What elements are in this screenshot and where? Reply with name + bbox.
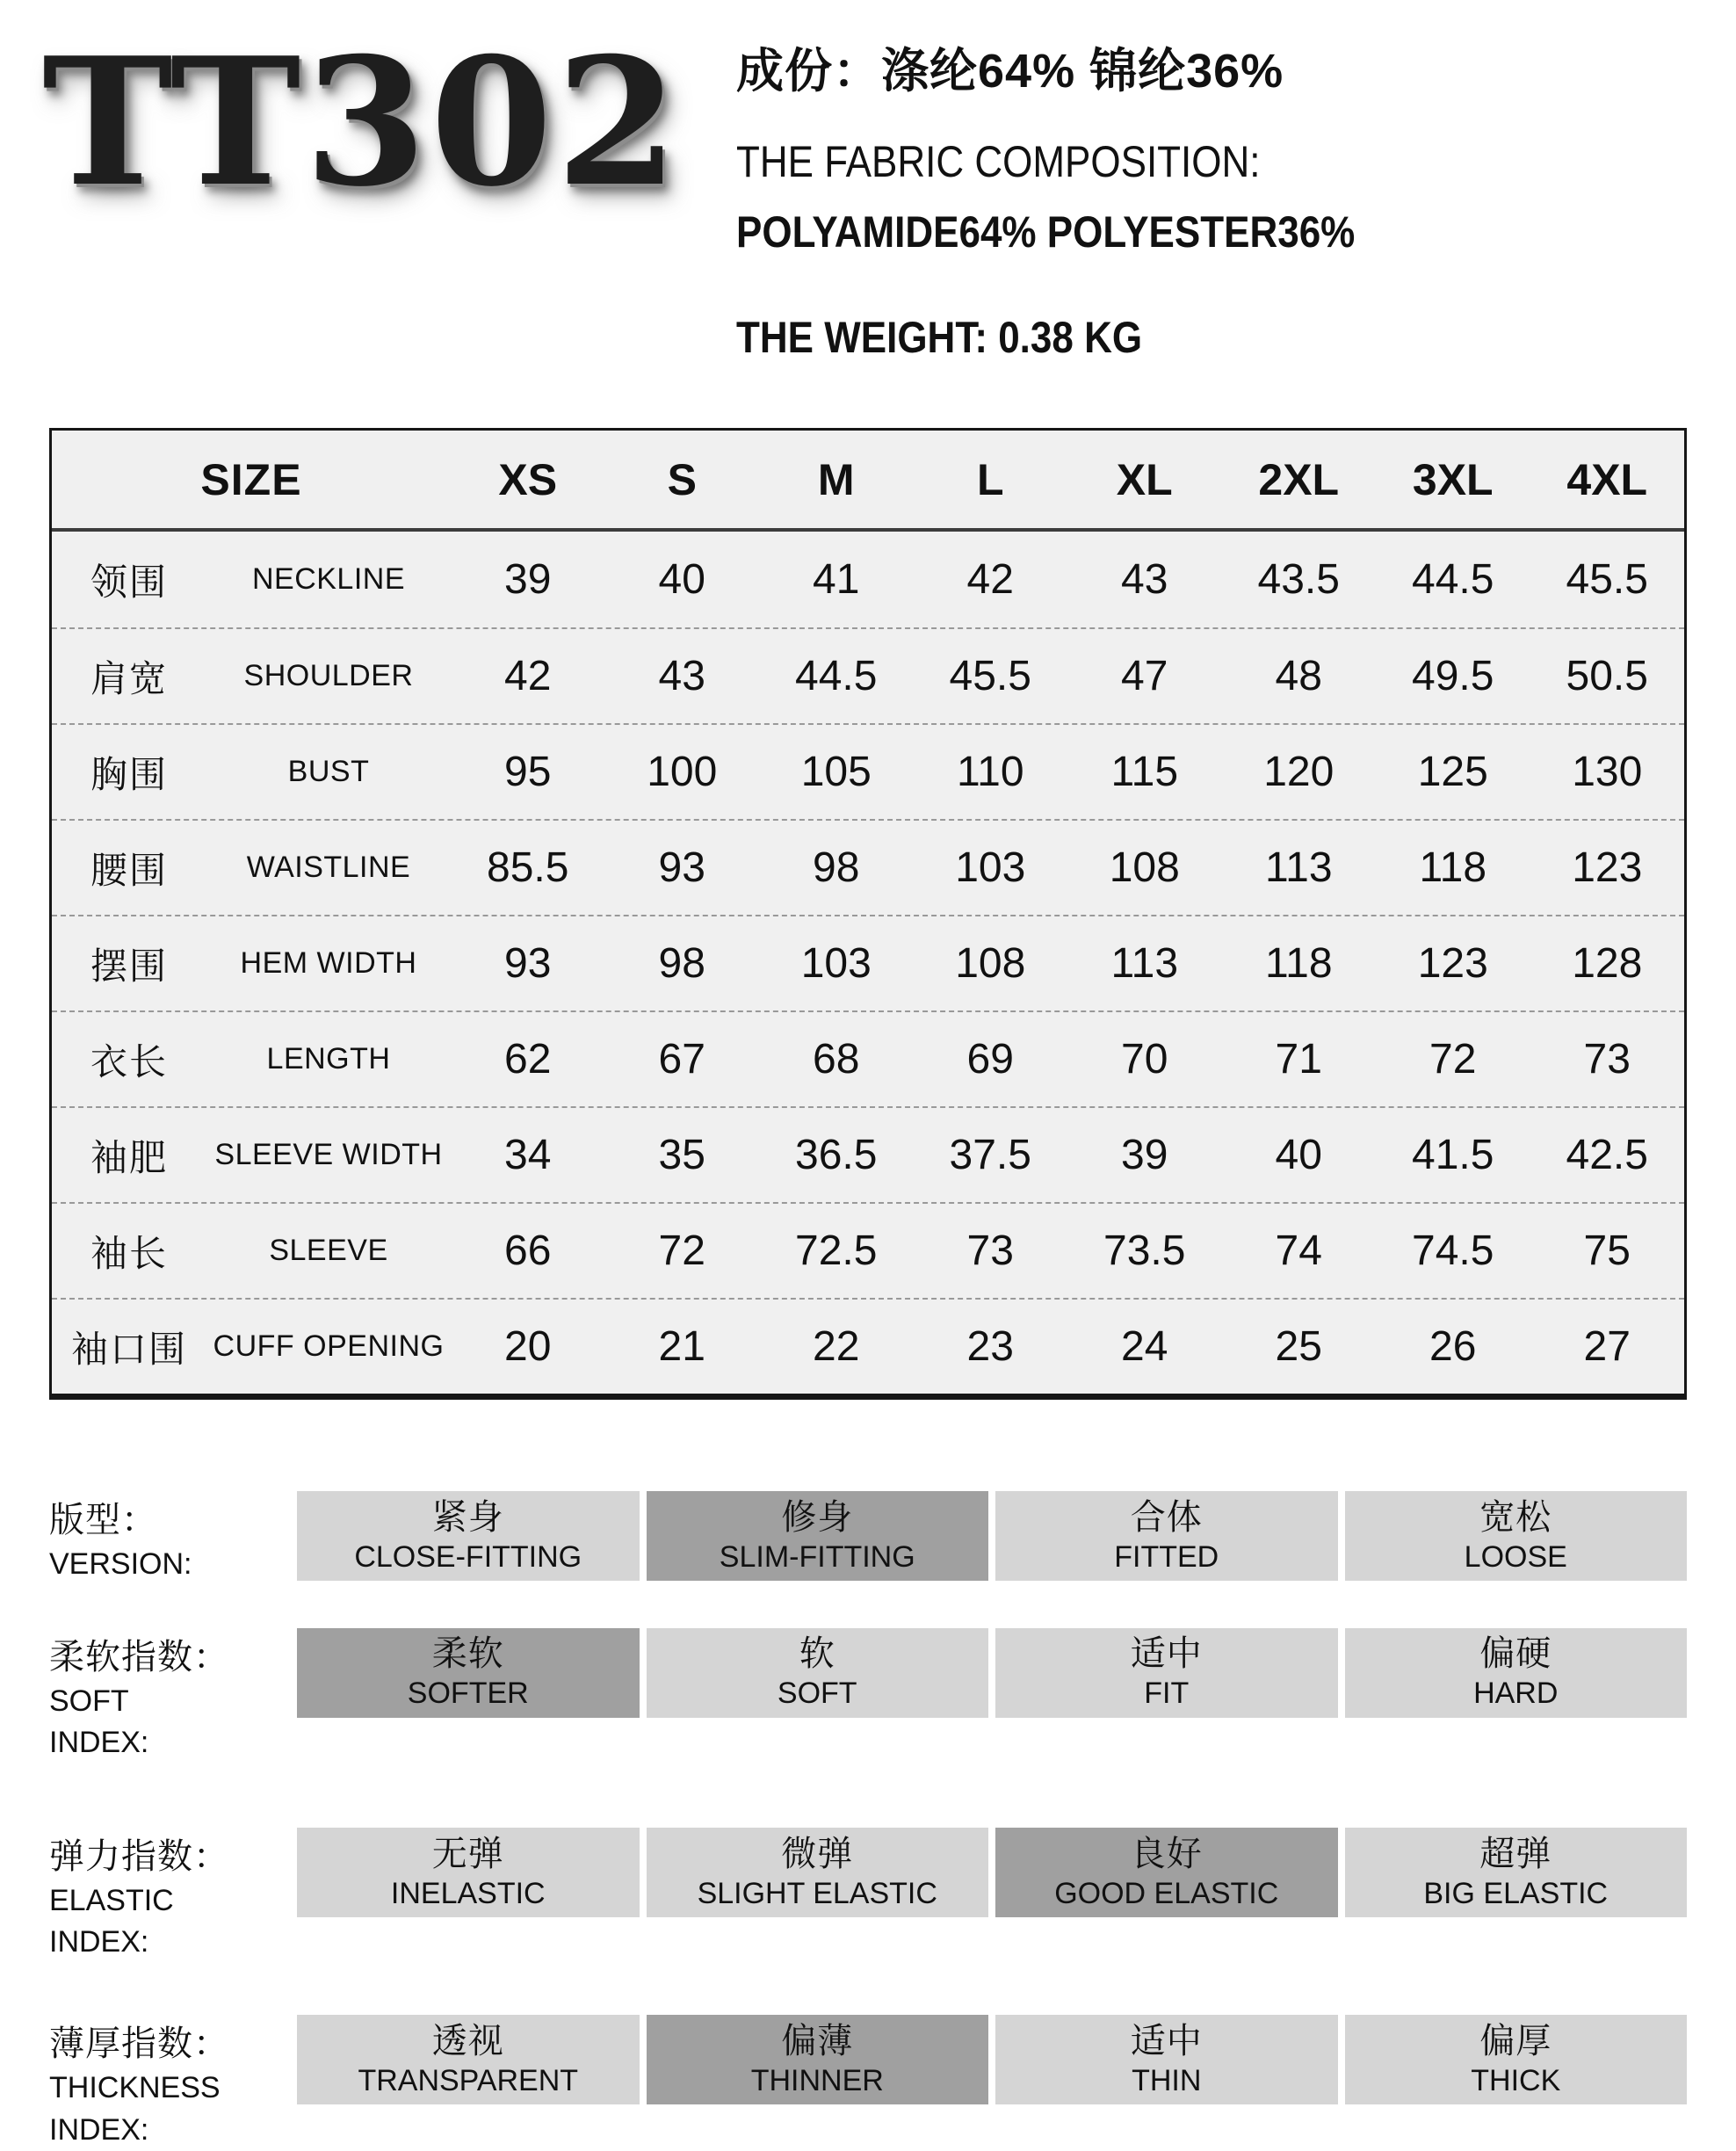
composition-value-en-text: POLYAMIDE64% POLYESTER36% <box>736 207 1356 257</box>
option-loose <box>1345 1491 1688 1581</box>
size-value-2xl: 48 <box>1275 653 1322 699</box>
size-value-l: 103 <box>955 844 1026 891</box>
option-good-elastic <box>995 1828 1338 1917</box>
option-label-en: TRANSPARENT <box>358 2063 579 2097</box>
option-label-cn: 宽松 <box>1479 1497 1552 1537</box>
size-value-2xl: 71 <box>1275 1036 1322 1083</box>
size-value-m: 103 <box>800 940 872 987</box>
size-col-xl: XL <box>1116 454 1173 504</box>
size-value-l: 108 <box>955 940 1026 987</box>
size-value-xs: 39 <box>504 556 552 603</box>
size-value-s: 40 <box>658 556 705 603</box>
page-header <box>0 0 1736 428</box>
option-thin <box>995 2015 1338 2104</box>
option-label-cn: 适中 <box>1130 2021 1203 2060</box>
size-value-l: 23 <box>966 1323 1014 1370</box>
size-value-xs: 20 <box>504 1323 552 1370</box>
option-label-cn: 适中 <box>1130 1634 1203 1674</box>
option-thinner <box>647 2015 989 2104</box>
option-label-cn: 软 <box>799 1634 835 1674</box>
row-label-cn: 袖肥 <box>90 1136 168 1178</box>
option-hard <box>1345 1628 1688 1718</box>
option-label-en: BIG ELASTIC <box>1423 1876 1609 1910</box>
size-value-xl: 115 <box>1110 749 1179 795</box>
size-value-3xl: 74.5 <box>1412 1228 1494 1274</box>
size-value-l: 42 <box>966 556 1014 603</box>
row-label-en: CUFF OPENING <box>213 1329 445 1363</box>
row-label-cn: 腰围 <box>90 849 168 891</box>
option-label-cn: 微弹 <box>781 1834 854 1873</box>
size-value-s: 21 <box>658 1323 705 1370</box>
size-value-4xl: 130 <box>1572 749 1643 795</box>
size-table-header-row <box>52 431 1684 532</box>
size-col-3xl: 3XL <box>1412 454 1494 504</box>
row-label-cn: 袖长 <box>90 1232 168 1274</box>
row-label-en: SHOULDER <box>243 659 414 692</box>
option-label-en: INELASTIC <box>390 1876 546 1910</box>
size-value-xl: 108 <box>1109 844 1180 891</box>
size-row-waistline <box>52 819 1684 915</box>
size-value-2xl: 25 <box>1275 1323 1322 1370</box>
size-value-4xl: 128 <box>1572 940 1643 987</box>
size-value-3xl: 123 <box>1417 940 1488 987</box>
size-value-l: 69 <box>966 1036 1014 1083</box>
size-value-s: 43 <box>658 653 705 699</box>
size-value-3xl: 26 <box>1429 1323 1477 1370</box>
size-value-2xl: 120 <box>1263 749 1335 795</box>
size-row-shoulder <box>52 627 1684 723</box>
index-label-cn: 柔软指数： <box>49 1637 229 1677</box>
size-value-l: 110 <box>956 749 1024 795</box>
row-label-en: SLEEVE <box>269 1234 388 1267</box>
size-row-cuff-opening <box>52 1298 1684 1394</box>
option-transparent <box>297 2015 640 2104</box>
index-options-thickness-index <box>297 2015 1687 2104</box>
option-close-fitting <box>297 1491 640 1581</box>
size-value-xl: 47 <box>1121 653 1168 699</box>
size-value-xs: 85.5 <box>487 844 569 891</box>
option-label-cn: 偏硬 <box>1479 1634 1552 1674</box>
size-value-xs: 66 <box>504 1228 552 1274</box>
row-label-en: NECKLINE <box>251 562 406 596</box>
size-value-xs: 42 <box>504 653 552 699</box>
size-value-s: 35 <box>658 1132 705 1178</box>
option-label-cn: 修身 <box>781 1497 854 1537</box>
index-label-elastic-index <box>49 1828 297 1964</box>
attribute-indices <box>49 1491 1687 2151</box>
index-options-elastic-index <box>297 1828 1687 1917</box>
size-value-2xl: 113 <box>1264 844 1333 891</box>
size-value-xl: 43 <box>1121 556 1168 603</box>
size-value-3xl: 44.5 <box>1412 556 1494 603</box>
size-value-xl: 113 <box>1110 940 1179 987</box>
option-label-en: SLIM-FITTING <box>719 1539 915 1574</box>
option-label-en: THICK <box>1471 2063 1561 2097</box>
index-label-en: SOFT INDEX: <box>49 1684 149 1760</box>
size-value-l: 73 <box>966 1228 1014 1274</box>
size-value-xs: 62 <box>504 1036 552 1083</box>
size-value-l: 37.5 <box>949 1132 1031 1178</box>
option-label-en: SOFTER <box>407 1677 529 1711</box>
row-label-cn: 衣长 <box>90 1040 168 1083</box>
size-value-3xl: 49.5 <box>1412 653 1494 699</box>
size-value-l: 45.5 <box>949 653 1031 699</box>
size-value-3xl: 41.5 <box>1412 1132 1494 1178</box>
option-label-en: THIN <box>1132 2063 1202 2097</box>
option-soft <box>647 1628 989 1718</box>
size-row-hem-width <box>52 915 1684 1010</box>
option-label-en: SOFT <box>777 1677 857 1711</box>
row-label-cn: 胸围 <box>90 753 168 795</box>
option-fitted <box>995 1491 1338 1581</box>
composition-cn: 成份：涤纶64% 锦纶36% <box>736 45 1284 98</box>
size-value-4xl: 45.5 <box>1566 556 1648 603</box>
size-row-neckline <box>52 532 1684 627</box>
row-label-cn: 摆围 <box>90 945 168 987</box>
index-label-en: VERSION: <box>49 1547 192 1581</box>
size-row-sleeve <box>52 1202 1684 1298</box>
size-value-m: 36.5 <box>795 1132 878 1178</box>
size-value-m: 44.5 <box>795 653 878 699</box>
size-col-l: L <box>976 454 1004 504</box>
index-label-cn: 版型： <box>49 1501 157 1539</box>
size-value-2xl: 74 <box>1275 1228 1322 1274</box>
size-value-s: 67 <box>658 1036 705 1083</box>
size-col-m: M <box>817 454 855 504</box>
option-inelastic <box>297 1828 640 1917</box>
option-big-elastic <box>1345 1828 1688 1917</box>
index-options-version <box>297 1491 1687 1581</box>
weight-line <box>736 312 1439 363</box>
fabric-info <box>736 33 1439 363</box>
index-row-version <box>49 1491 1687 1586</box>
size-value-xs: 93 <box>504 940 552 987</box>
option-label-en: LOOSE <box>1464 1539 1567 1574</box>
index-label-cn: 薄厚指数： <box>49 2024 229 2063</box>
option-label-cn: 合体 <box>1130 1497 1203 1537</box>
size-value-2xl: 43.5 <box>1257 556 1340 603</box>
option-label-cn: 偏厚 <box>1479 2021 1552 2060</box>
size-value-4xl: 73 <box>1583 1036 1631 1083</box>
size-value-xl: 39 <box>1121 1132 1168 1178</box>
size-value-s: 100 <box>647 749 718 795</box>
option-slight-elastic <box>647 1828 989 1917</box>
index-label-en: ELASTIC INDEX: <box>49 1883 174 1959</box>
size-value-m: 98 <box>813 844 860 891</box>
size-value-4xl: 123 <box>1572 844 1643 891</box>
size-value-m: 41 <box>813 556 860 603</box>
size-header-label: SIZE <box>200 454 302 504</box>
size-value-xs: 95 <box>504 749 552 795</box>
option-label-cn: 柔软 <box>431 1634 504 1674</box>
option-label-en: GOOD ELASTIC <box>1054 1876 1279 1910</box>
size-value-2xl: 118 <box>1264 940 1333 987</box>
option-label-cn: 无弹 <box>431 1834 504 1873</box>
size-value-4xl: 27 <box>1583 1323 1631 1370</box>
option-label-en: HARD <box>1473 1677 1559 1711</box>
option-label-cn: 超弹 <box>1479 1834 1552 1873</box>
composition-label-en <box>736 136 1439 187</box>
index-options-soft-index <box>297 1628 1687 1718</box>
size-value-2xl: 40 <box>1275 1132 1322 1178</box>
size-value-4xl: 42.5 <box>1566 1132 1648 1178</box>
size-col-xs: XS <box>498 454 558 504</box>
row-label-en: LENGTH <box>266 1042 391 1076</box>
index-row-elastic-index <box>49 1828 1687 1964</box>
row-label-cn: 肩宽 <box>90 657 168 699</box>
index-label-en: THICKNESS INDEX: <box>49 2070 221 2147</box>
size-col-s: S <box>667 454 697 504</box>
option-label-en: FIT <box>1144 1677 1190 1711</box>
row-label-en: WAISTLINE <box>246 851 411 884</box>
size-value-xl: 70 <box>1121 1036 1168 1083</box>
size-value-m: 72.5 <box>795 1228 878 1274</box>
index-label-thickness-index <box>49 2015 297 2151</box>
index-row-thickness-index <box>49 2015 1687 2151</box>
size-row-sleeve-width <box>52 1106 1684 1202</box>
size-value-s: 72 <box>658 1228 705 1274</box>
composition-label-en-text: THE FABRIC COMPOSITION: <box>736 137 1261 186</box>
size-value-m: 22 <box>813 1323 860 1370</box>
size-value-xs: 34 <box>504 1132 552 1178</box>
row-label-en: BUST <box>287 755 370 788</box>
size-value-s: 93 <box>658 844 705 891</box>
size-col-2xl: 2XL <box>1258 454 1340 504</box>
option-softer <box>297 1628 640 1718</box>
row-label-en: SLEEVE WIDTH <box>214 1138 443 1171</box>
composition-value-en <box>736 206 1439 257</box>
option-label-cn: 透视 <box>431 2021 504 2060</box>
size-table <box>49 428 1687 1400</box>
row-label-cn: 领围 <box>90 561 168 603</box>
option-label-en: CLOSE-FITTING <box>354 1539 582 1574</box>
size-value-3xl: 125 <box>1417 749 1488 795</box>
weight-line-text: THE WEIGHT: 0.38 KG <box>736 313 1143 362</box>
size-value-3xl: 118 <box>1419 844 1487 891</box>
option-label-cn: 紧身 <box>431 1497 504 1537</box>
size-row-length <box>52 1010 1684 1106</box>
brand-logo: TT302 <box>42 19 683 226</box>
index-row-soft-index <box>49 1628 1687 1764</box>
option-label-cn: 偏薄 <box>781 2021 854 2060</box>
option-fit <box>995 1628 1338 1718</box>
row-label-cn: 袖口围 <box>70 1328 187 1370</box>
option-label-cn: 良好 <box>1130 1834 1203 1873</box>
size-value-4xl: 50.5 <box>1566 653 1648 699</box>
size-value-xl: 73.5 <box>1103 1228 1186 1274</box>
option-label-en: THINNER <box>750 2063 884 2097</box>
size-value-m: 105 <box>800 749 872 795</box>
option-thick <box>1345 2015 1688 2104</box>
index-label-version <box>49 1491 297 1586</box>
size-col-4xl: 4XL <box>1566 454 1648 504</box>
size-row-bust <box>52 723 1684 819</box>
size-value-3xl: 72 <box>1429 1036 1477 1083</box>
size-value-xl: 24 <box>1121 1323 1168 1370</box>
size-value-m: 68 <box>813 1036 860 1083</box>
size-value-4xl: 75 <box>1583 1228 1631 1274</box>
size-value-s: 98 <box>658 940 705 987</box>
option-slim-fitting <box>647 1491 989 1581</box>
index-label-soft-index <box>49 1628 297 1764</box>
option-label-en: SLIGHT ELASTIC <box>697 1876 937 1910</box>
index-label-cn: 弹力指数： <box>49 1836 229 1876</box>
row-label-en: HEM WIDTH <box>240 946 417 980</box>
option-label-en: FITTED <box>1114 1539 1219 1574</box>
